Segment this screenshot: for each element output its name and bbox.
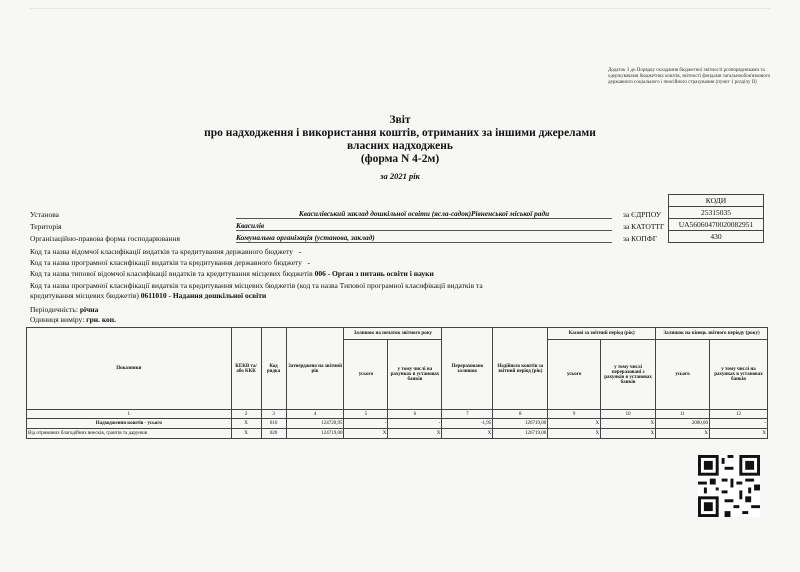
th-approved: Затверджено на звітний рік — [286, 328, 344, 410]
periodicity-value: річна — [79, 305, 99, 314]
th-end-banks: у тому числі на рахунках в установах банків — [709, 340, 767, 410]
th-kekv: КЕКВ та/або ККК — [231, 328, 261, 410]
unit: Одиниця виміру: грн. коп. — [30, 315, 116, 324]
form-number: (форма N 4-2м) — [360, 153, 440, 165]
legal-form-value: Комунальна організація (установа, заклад) — [236, 233, 612, 243]
class-line-4: Код та назва програмної класифікації видатків та кредитування місцевих бюджетів (код та назва Типової програмної класифікації видатків та — [30, 281, 483, 290]
class-line-1-value: - — [298, 247, 302, 256]
th-start-banks: у тому числі на рахунках в установах банків — [388, 340, 442, 410]
codes-box — [668, 194, 764, 243]
th-received: Надійшло коштів за звітний період (рік) — [493, 328, 548, 410]
qr-code-icon — [698, 455, 760, 517]
code-katottg: UA56060470020082951 — [668, 219, 764, 231]
class-line-4b: кредитування місцевих бюджетів) 0611010 - Надання дошкільної освіти — [30, 291, 267, 300]
column-numbers-row: 1 2 3 4 5 6 7 8 9 10 11 12 — [27, 410, 768, 419]
class-line-3-value: 006 - Орган з питань освіти і науки — [314, 269, 434, 278]
class-line-2: Код та назва програмної класифікації видатків та кредитування державного бюджету - — [30, 258, 310, 267]
report-subtitle: про надходження і використання коштів, отриманих за іншими джерелами — [204, 127, 596, 139]
appendix-note: Додаток 3 до Порядку складання бюджетної звітності розпорядниками та одержувачами бюджетних коштів, звітності фондами загальнообов'язкового державного соціального і пенсійного страхування (пункт 1 розділу II) — [608, 68, 771, 86]
class-line-2-value: - — [307, 258, 310, 267]
class-line-3: Код та назва типової відомчої класифікації видатків та кредитування місцевих бюджетів 006 - Орган з питань освіти і науки — [30, 269, 434, 278]
class-line-1: Код та назва відомчої класифікації видатків та кредитування державного бюджету - — [30, 247, 302, 256]
report-table — [26, 327, 768, 439]
institution-label: Установа — [30, 210, 59, 219]
th-start-total: усього — [344, 340, 388, 410]
th-start-balance: Залишок на початок звітного року — [344, 328, 442, 340]
institution-value: Квасилівський заклад дошкільної освіти (ясла-садок)Рівненської міської ради — [236, 209, 612, 219]
scan-edge — [30, 8, 770, 9]
th-indicators: Показники — [27, 328, 232, 410]
th-cash-banks: у тому числі перераховані з рахунків в установах банків — [601, 340, 656, 410]
table-row: Надходження коштів - усього X 010 124720,95 - - -1,95 126719,00 X X 2000,00 - — [27, 419, 768, 429]
class-line-4-value: 0611010 - Надання дошкільної освіти — [140, 291, 267, 300]
periodicity: Періодичність: річна — [30, 305, 99, 314]
report-year: за 2021 рік — [380, 171, 420, 181]
unit-value: грн. коп. — [86, 315, 116, 324]
territory-value: Квасилів — [236, 221, 612, 231]
table-row: Від отриманих благодійних внесків, грантів та дарунків X 020 124719,00 X X X 126719,00 X X X X — [27, 429, 768, 439]
code-kopfg: 430 — [668, 231, 764, 243]
legal-form-label: Організаційно-правова форма господарювання — [30, 234, 180, 243]
th-row-code: Код рядка — [261, 328, 286, 410]
report-subtitle-2: власних надходжень — [347, 140, 453, 152]
report-title: Звіт — [389, 114, 411, 126]
territory-label: Територія — [30, 222, 62, 231]
edrpou-label: за ЄДРПОУ — [623, 210, 662, 219]
katottg-label: за КАТОТТГ — [623, 222, 665, 231]
th-end-total: усього — [656, 340, 710, 410]
code-edrpou: 25315035 — [668, 207, 764, 219]
th-end-balance: Залишок на кінець звітного періоду (року) — [656, 328, 768, 340]
kopfg-label: за КОПФГ — [623, 234, 658, 243]
th-transferred: Перераховано залишок — [442, 328, 493, 410]
th-cash: Касові за звітний період (рік) — [548, 328, 656, 340]
codes-header: КОДИ — [668, 194, 764, 207]
th-cash-total: усього — [548, 340, 601, 410]
